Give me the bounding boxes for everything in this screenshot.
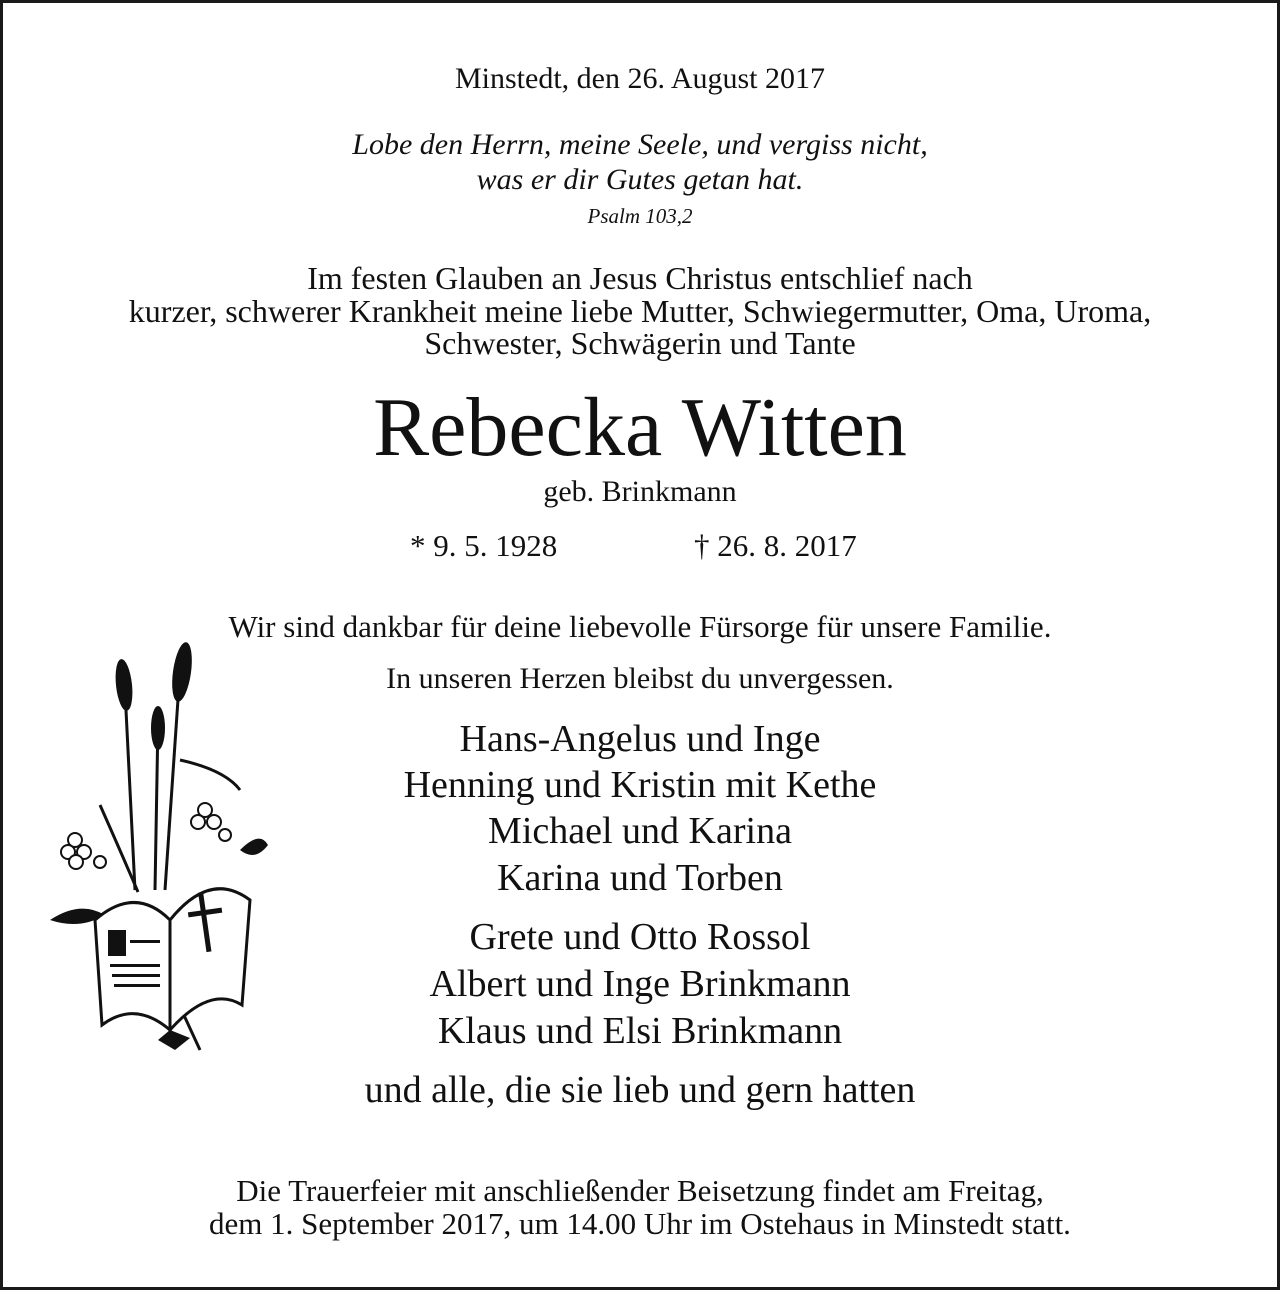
remembrance-line: In unseren Herzen bleibst du unvergessen. [386,662,894,695]
deceased-name: Rebecka Witten [373,381,907,474]
verse-reference: Psalm 103,2 [587,204,693,228]
birth-date: * 9. 5. 1928 [410,528,558,563]
intro-line-3: Schwester, Schwägerin und Tante [424,325,856,361]
closing-line: und alle, die sie lieb und gern hatten [364,1069,916,1111]
family-line: Klaus und Elsi Brinkmann [437,1010,843,1052]
family-line: Hans-Angelus und Inge [459,718,821,760]
family-line: Grete und Otto Rossol [469,916,811,958]
intro-line-2: kurzer, schwerer Krankheit meine liebe Mutter, Schwiegermutter, Oma, Uroma, [128,293,1152,329]
funeral-line-2: dem 1. September 2017, um 14.00 Uhr im Ostehaus in Minstedt statt. [209,1206,1071,1241]
family-line: Albert und Inge Brinkmann [429,963,851,1005]
intro-line-1: Im festen Glauben an Jesus Christus entschlief nach [307,260,973,296]
death-date: † 26. 8. 2017 [694,528,857,563]
verse-line-2: was er dir Gutes getan hat. [476,163,804,196]
funeral-line-1: Die Trauerfeier mit anschließender Beisetzung findet am Freitag, [236,1173,1044,1208]
family-line: Karina und Torben [497,857,783,899]
family-line: Michael und Karina [488,810,792,852]
birth-name: geb. Brinkmann [543,475,737,508]
thanks-line: Wir sind dankbar für deine liebevolle Fürsorge für unsere Familie. [228,609,1052,644]
verse-line-1: Lobe den Herrn, meine Seele, und vergiss nicht, [352,128,928,161]
bible-wheat-cross-icon [40,630,270,1060]
family-line: Henning und Kristin mit Kethe [403,764,877,806]
place-date: Minstedt, den 26. August 2017 [454,62,825,95]
